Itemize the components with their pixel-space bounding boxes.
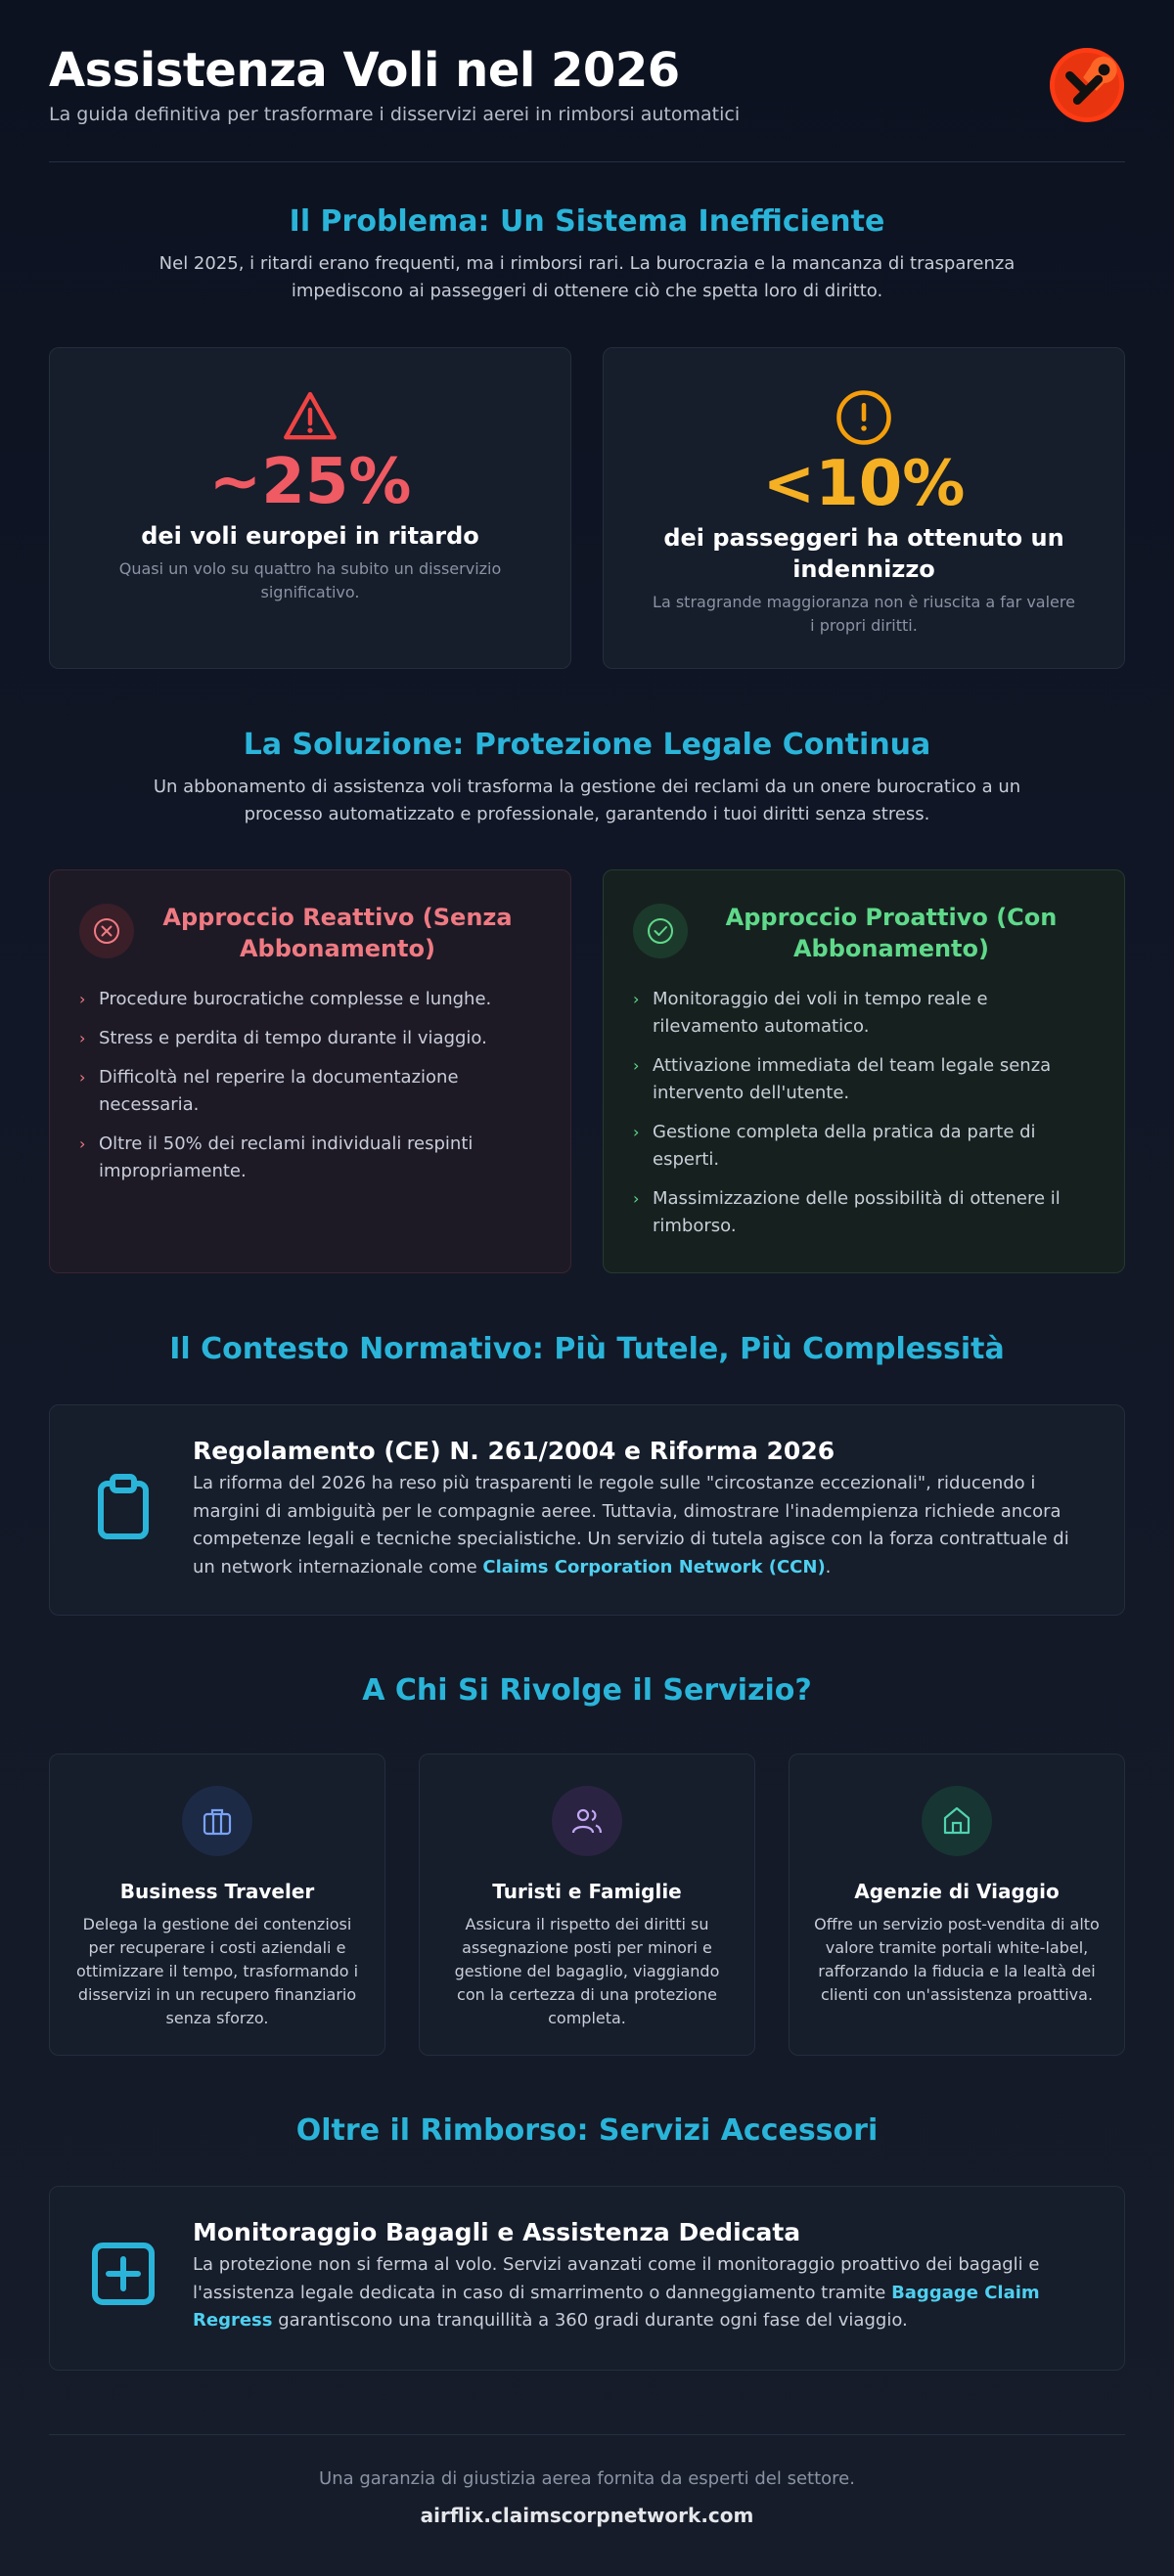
stat-card-delays bbox=[49, 347, 571, 669]
regulation-card-text: La riforma del 2026 ha reso più trasparenti le regole sulle "circostanze eccezionali", riducendo i margini di ambiguità per le compagnie aeree. Tuttavia, dimostrare l'inadempienza richiede ancora competenze legali e tecniche specialistiche. Un servizio di tutela agisce con la forza contrattuale di un network internazionale come Claims Corporation Network (CCN). bbox=[193, 1473, 1069, 1577]
x-circle-icon bbox=[92, 916, 121, 946]
proactive-title: Approccio Proattivo (Con Abbonamento) bbox=[725, 904, 1058, 962]
reactive-title: Approccio Reattivo (Senza Abbonamento) bbox=[162, 904, 513, 962]
plus-square-icon bbox=[89, 2240, 158, 2308]
home-icon bbox=[939, 1803, 974, 1839]
reactive-list bbox=[79, 986, 541, 1185]
audience-card-families bbox=[419, 1754, 755, 2056]
footer-website-link[interactable]: airflix.claimscorpnetwork.com bbox=[420, 2504, 754, 2527]
audience-icon-badge bbox=[922, 1786, 992, 1856]
reactive-approach-card bbox=[49, 869, 571, 1273]
audience-name: Business Traveler bbox=[119, 1880, 315, 1903]
audience-card-business bbox=[49, 1754, 385, 2056]
audience-icon-badge bbox=[552, 1786, 622, 1856]
regulation-card-title: Regolamento (CE) N. 261/2004 e Riforma 2026 bbox=[193, 1437, 835, 1465]
list-item: › Attivazione immediata del team legale senza intervento dell'utente. bbox=[633, 1055, 1052, 1103]
list-item: › Difficoltà nel reperire la documentazione necessaria. bbox=[79, 1067, 459, 1115]
page-title: Assistenza Voli nel 2026 bbox=[49, 43, 680, 98]
problem-title: Il Problema: Un Sistema Inefficiente bbox=[289, 204, 885, 239]
list-item: › Monitoraggio dei voli in tempo reale e rilevamento automatico. bbox=[633, 989, 988, 1037]
audience-name: Turisti e Famiglie bbox=[492, 1880, 682, 1903]
problem-description: Nel 2025, i ritardi erano frequenti, ma i rimborsi rari. La burocrazia e la mancanza di trasparenza impediscono ai passeggeri di ottenere ciò che spetta loro di diritto. bbox=[158, 253, 1016, 301]
stat-label: dei passeggeri ha ottenuto un indennizzo bbox=[663, 524, 1064, 583]
audience-card-agencies bbox=[789, 1754, 1125, 2056]
clipboard-icon bbox=[89, 1472, 158, 1540]
list-item: › Gestione completa della pratica da parte di esperti. bbox=[633, 1122, 1036, 1170]
regulation-card bbox=[49, 1404, 1125, 1616]
briefcase-icon bbox=[200, 1803, 235, 1839]
proactive-icon-badge bbox=[633, 904, 688, 958]
stat-card-compensation bbox=[603, 347, 1125, 669]
exclamation-circle-icon bbox=[834, 387, 894, 448]
page-subtitle: La guida definitiva per trasformare i disservizi aerei in rimborsi automatici bbox=[49, 104, 741, 125]
baggage-claim-link[interactable]: Baggage Claim Regress bbox=[193, 2282, 1040, 2331]
check-circle-icon bbox=[646, 916, 675, 946]
header bbox=[49, 39, 1125, 162]
warning-triangle-icon bbox=[278, 387, 342, 446]
extras-card-text: La protezione non si ferma al volo. Servizi avanzati come il monitoraggio proattivo dei bagagli e l'assistenza legale dedicata in caso di smarrimento o danneggiamento tramite Baggage Claim Regress garantiscono una tranquillità a 360 gradi durante ogni fase del viaggio. bbox=[193, 2254, 1040, 2331]
list-item: › Stress e perdita di tempo durante il viaggio. bbox=[79, 1028, 487, 1048]
footer-divider bbox=[49, 2434, 1125, 2435]
brand-logo-icon bbox=[1049, 47, 1125, 123]
stat-value: <10% bbox=[762, 448, 966, 520]
extras-card-title: Monitoraggio Bagagli e Assistenza Dedicata bbox=[193, 2218, 801, 2246]
extras-title: Oltre il Rimborso: Servizi Accessori bbox=[295, 2113, 879, 2148]
list-item: › Procedure burocratiche complesse e lunghe. bbox=[79, 989, 492, 1009]
audience-desc: Offre un servizio post-vendita di alto valore tramite portali white-label, rafforzando la fiducia e la lealtà dei clienti con un'assistenza proattiva. bbox=[814, 1915, 1100, 2004]
solution-description: Un abbonamento di assistenza voli trasforma la gestione dei reclami da un onere burocratico a un processo automatizzato e professionale, garantendo i tuoi diritti senza stress. bbox=[153, 777, 1021, 824]
audience-title: A Chi Si Rivolge il Servizio? bbox=[362, 1673, 812, 1708]
regulation-title: Il Contesto Normativo: Più Tutele, Più Complessità bbox=[169, 1332, 1005, 1366]
list-item: › Oltre il 50% dei reclami individuali respinti impropriamente. bbox=[79, 1133, 474, 1181]
solution-title: La Soluzione: Protezione Legale Continua bbox=[243, 728, 931, 762]
stat-note: Quasi un volo su quattro ha subito un disservizio significativo. bbox=[118, 559, 502, 601]
footer-note: Una garanzia di giustizia aerea fornita da esperti del settore. bbox=[319, 2468, 855, 2489]
audience-name: Agenzie di Viaggio bbox=[854, 1880, 1060, 1903]
proactive-list bbox=[633, 986, 1095, 1240]
extras-card bbox=[49, 2186, 1125, 2371]
audience-desc: Delega la gestione dei contenziosi per recuperare i costi aziendali e ottimizzare il tempo, trasformando i disservizi in un recupero finanziario senza sforzo. bbox=[75, 1915, 359, 2027]
list-item: › Massimizzazione delle possibilità di ottenere il rimborso. bbox=[633, 1188, 1061, 1236]
ccn-link[interactable]: Claims Corporation Network (CCN) bbox=[482, 1556, 826, 1577]
reactive-icon-badge bbox=[79, 904, 134, 958]
stat-note: La stragrande maggioranza non è riuscita a far valere i propri diritti. bbox=[653, 593, 1075, 635]
audience-desc: Assicura il rispetto dei diritti su assegnazione posti per minori e gestione del bagaglio, viaggiando con la certezza di una protezione completa. bbox=[454, 1915, 720, 2027]
proactive-approach-card bbox=[603, 869, 1125, 1273]
audience-icon-badge bbox=[182, 1786, 252, 1856]
users-icon bbox=[569, 1803, 605, 1839]
stat-label: dei voli europei in ritardo bbox=[141, 522, 479, 550]
stat-value: ~25% bbox=[208, 446, 412, 518]
